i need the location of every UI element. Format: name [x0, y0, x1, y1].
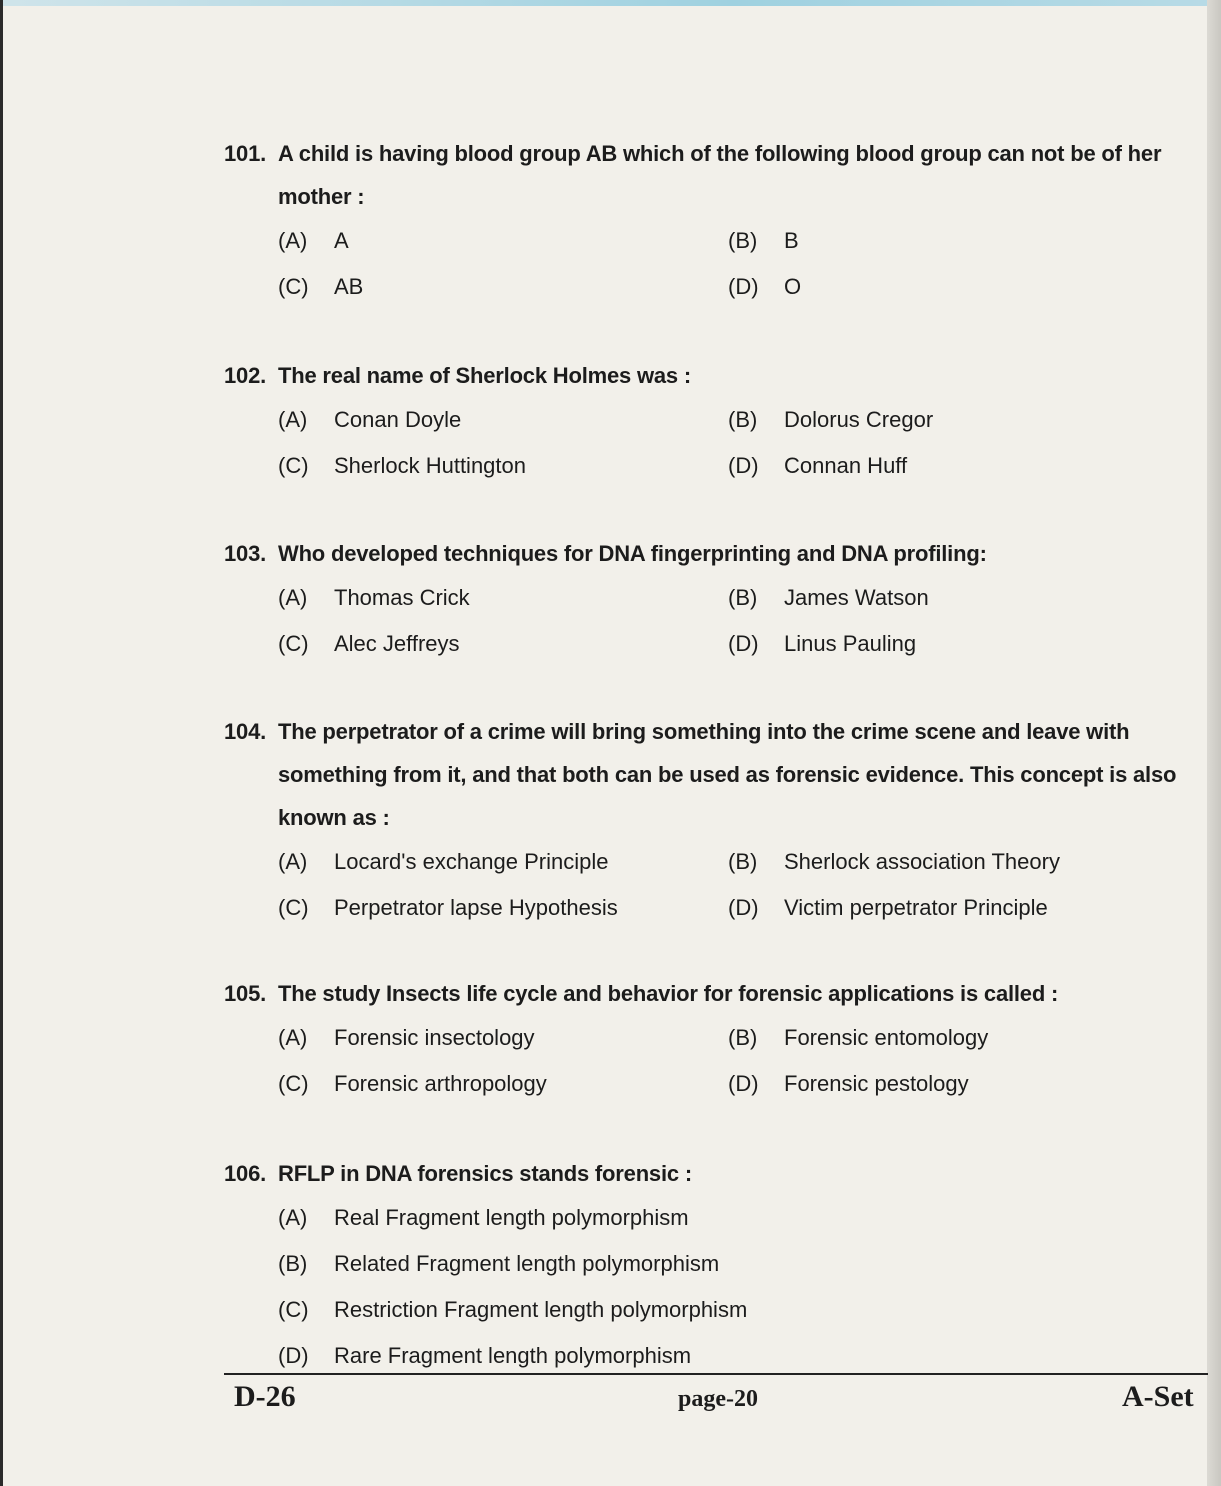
question-number: 103.	[224, 541, 267, 566]
option-letter: (B)	[728, 228, 758, 253]
option-d[interactable]	[728, 1061, 969, 1107]
option-b[interactable]	[728, 397, 933, 443]
option-text: Perpetrator lapse Hypothesis	[334, 895, 618, 920]
option-text: AB	[334, 274, 364, 299]
option-c[interactable]	[278, 1287, 747, 1333]
option-d[interactable]	[728, 264, 801, 310]
option-a[interactable]	[278, 839, 608, 885]
option-c[interactable]	[278, 264, 363, 310]
option-b[interactable]	[728, 218, 799, 264]
question-text: The perpetrator of a crime will bring something into the crime scene and leave with something from it, and that both can be used as forensic evidence. This concept is also known as :	[278, 719, 1177, 830]
option-text: Conan Doyle	[334, 407, 462, 432]
option-c[interactable]	[278, 885, 618, 931]
option-letter: (C)	[278, 274, 309, 299]
option-text: O	[784, 274, 802, 299]
option-text: Alec Jeffreys	[334, 631, 460, 656]
option-c[interactable]	[278, 1061, 547, 1107]
question-number: 105.	[224, 981, 267, 1006]
option-letter: (D)	[728, 453, 759, 478]
question-101	[224, 132, 1206, 299]
option-letter: (A)	[278, 228, 308, 253]
option-c[interactable]	[278, 621, 460, 667]
option-letter: (A)	[278, 1205, 308, 1230]
option-d[interactable]	[728, 885, 1048, 931]
option-a[interactable]	[278, 575, 470, 621]
option-letter: (C)	[278, 453, 309, 478]
question-number: 102.	[224, 363, 267, 388]
question-stem	[224, 972, 1206, 1015]
question-105	[224, 972, 1206, 1096]
option-letter: (C)	[278, 631, 309, 656]
option-text: Victim perpetrator Principle	[784, 895, 1048, 920]
option-text: Restriction Fragment length polymorphism	[334, 1297, 748, 1322]
option-c[interactable]	[278, 443, 526, 489]
page-top-edge	[0, 0, 1221, 6]
option-text: James Watson	[784, 585, 929, 610]
option-letter: (A)	[278, 585, 308, 610]
option-letter: (C)	[278, 1071, 309, 1096]
option-text: B	[784, 228, 799, 253]
option-text: Forensic arthropology	[334, 1071, 547, 1096]
option-letter: (B)	[728, 585, 758, 610]
option-text: Sherlock Huttington	[334, 453, 526, 478]
option-text: Forensic pestology	[784, 1071, 969, 1096]
page-number: page-20	[678, 1386, 758, 1412]
option-letter: (A)	[278, 849, 308, 874]
option-b[interactable]	[728, 1015, 988, 1061]
option-text: Sherlock association Theory	[784, 849, 1060, 874]
option-a[interactable]	[278, 1015, 535, 1061]
option-d[interactable]	[728, 443, 907, 489]
option-a[interactable]	[278, 397, 461, 443]
option-letter: (B)	[728, 849, 758, 874]
option-letter: (C)	[278, 1297, 309, 1322]
option-text: Related Fragment length polymorphism	[334, 1251, 720, 1276]
option-letter: (A)	[278, 407, 308, 432]
option-b[interactable]	[728, 839, 1060, 885]
option-text: Real Fragment length polymorphism	[334, 1205, 689, 1230]
option-text: Locard's exchange Principle	[334, 849, 609, 874]
option-letter: (D)	[278, 1343, 309, 1368]
option-letter: (D)	[728, 631, 759, 656]
question-stem	[224, 354, 1206, 397]
option-text: Linus Pauling	[784, 631, 917, 656]
question-text: RFLP in DNA forensics stands forensic :	[278, 1161, 692, 1186]
booklet-code: D-26	[234, 1380, 296, 1413]
option-letter: (D)	[728, 1071, 759, 1096]
footer-rule	[224, 1373, 1208, 1375]
question-104	[224, 710, 1206, 920]
question-103	[224, 532, 1206, 656]
option-text: Dolorus Cregor	[784, 407, 934, 432]
option-text: Forensic entomology	[784, 1025, 989, 1050]
option-letter: (B)	[278, 1251, 308, 1276]
question-number: 101.	[224, 141, 267, 166]
question-text: A child is having blood group AB which of the following blood group can not be of her mother :	[278, 141, 1162, 209]
question-stem	[224, 132, 1206, 218]
option-text: Thomas Crick	[334, 585, 470, 610]
option-letter: (A)	[278, 1025, 308, 1050]
set-label: A-Set	[1122, 1380, 1194, 1413]
option-letter: (B)	[728, 1025, 758, 1050]
option-letter: (D)	[728, 274, 759, 299]
option-letter: (C)	[278, 895, 309, 920]
option-letter: (D)	[728, 895, 759, 920]
question-stem	[224, 532, 1206, 575]
question-text: The study Insects life cycle and behavior for forensic applications is called :	[278, 981, 1059, 1006]
page-left-edge	[0, 0, 3, 1486]
page-right-edge	[1207, 0, 1221, 1486]
question-number: 104.	[224, 719, 267, 744]
question-stem	[224, 710, 1206, 839]
option-text: Forensic insectology	[334, 1025, 535, 1050]
option-a[interactable]	[278, 218, 349, 264]
option-letter: (B)	[728, 407, 758, 432]
option-b[interactable]	[278, 1241, 719, 1287]
option-d[interactable]	[728, 621, 916, 667]
option-text: Connan Huff	[784, 453, 908, 478]
question-number: 106.	[224, 1161, 267, 1186]
question-text: Who developed techniques for DNA fingerprinting and DNA profiling:	[278, 541, 987, 566]
option-a[interactable]	[278, 1195, 689, 1241]
question-106	[224, 1152, 1206, 1368]
question-text: The real name of Sherlock Holmes was :	[278, 363, 691, 388]
option-text: A	[334, 228, 349, 253]
question-102	[224, 354, 1206, 478]
question-stem	[224, 1152, 1206, 1195]
option-b[interactable]	[728, 575, 929, 621]
option-text: Rare Fragment length polymorphism	[334, 1343, 692, 1368]
